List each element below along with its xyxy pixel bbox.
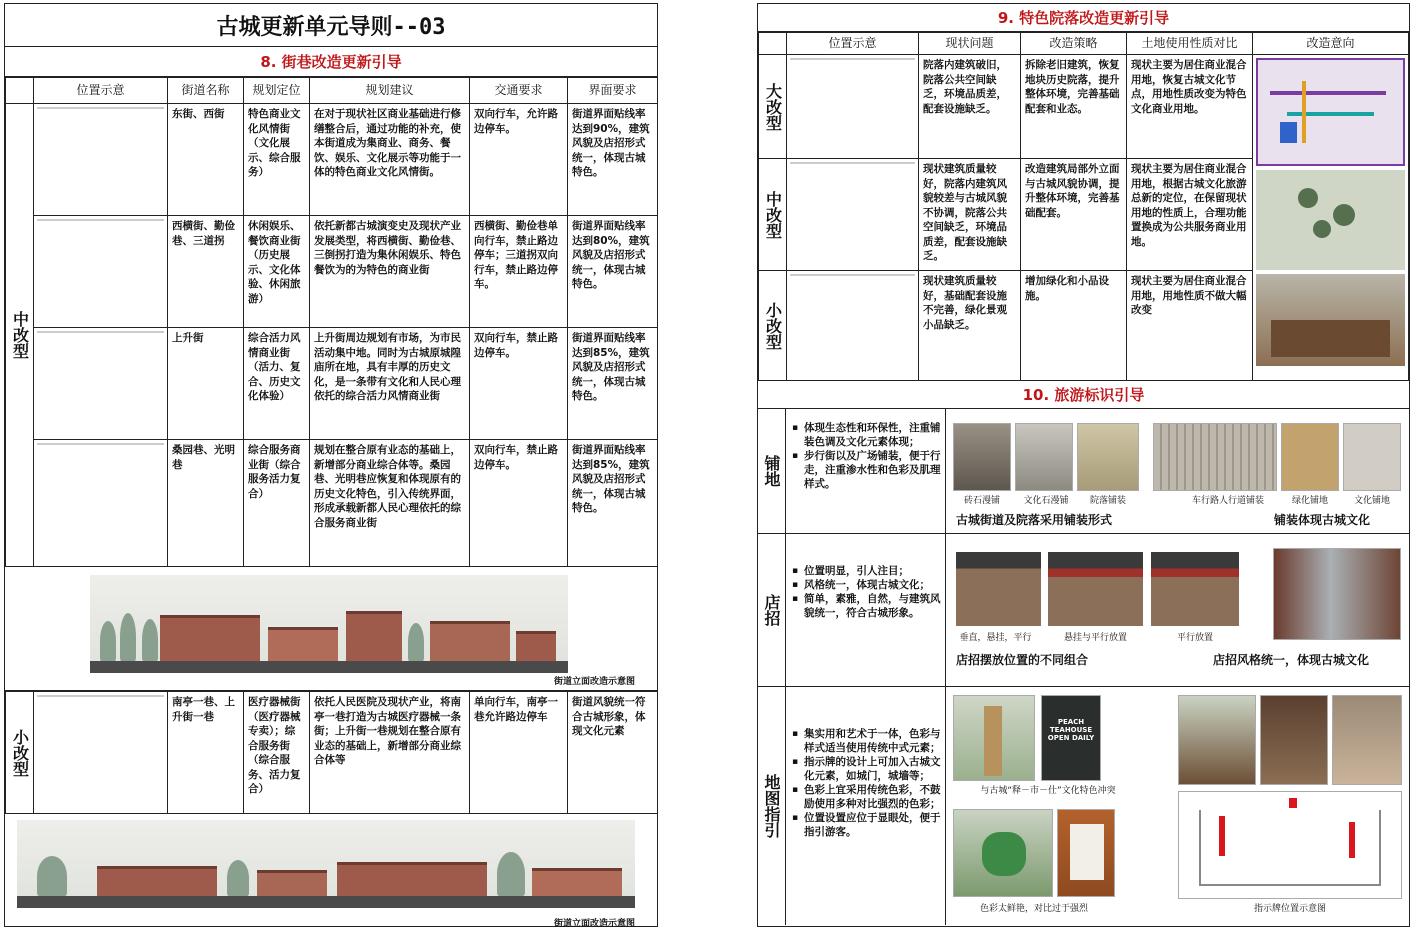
street-traffic: 单向行车，南亭一巷允许路边停车	[470, 692, 568, 814]
section-9-title: 9. 特色院落改造更新引导	[758, 4, 1409, 32]
courtyard-land-use: 现状主要为居住商业混合用地，恢复古城文化节点，用地性质改变为特色文化商业用地。	[1127, 55, 1253, 159]
bullet: ▪ 指示牌的设计上可加入古城文化元素，如城门，城墙等；	[792, 755, 941, 783]
bullet: ▪ 风格统一，体现古城文化；	[792, 578, 941, 592]
paving-image	[1281, 423, 1339, 491]
street-interface: 街道界面贴线率达到80%，建筑风貌及店招形式统一，体现古城特色。	[568, 216, 658, 328]
shop-sign-image	[956, 552, 1041, 626]
image-label: 与古城“释－市－仕”文化特色冲突	[980, 786, 1116, 796]
paving-caption: 古城街道及院落采用铺装形式	[956, 513, 1113, 527]
image-label: 文化石漫铺	[1023, 496, 1069, 506]
header-location: 位置示意	[787, 33, 919, 55]
intent-aerial-image	[1256, 170, 1405, 270]
guide-sign-photo	[1178, 695, 1256, 785]
category-small: 小改型	[6, 692, 34, 814]
street-traffic: 双向行车，允许路边停车。	[470, 104, 568, 216]
bullet: ▪ 位置明显，引人注目；	[792, 564, 941, 578]
category-mid: 中改型	[759, 159, 787, 271]
paving-image	[1077, 423, 1139, 491]
elevation-caption: 街道立面改造示意图	[553, 677, 635, 687]
paving-image	[1015, 423, 1073, 491]
category-large: 大改型	[759, 55, 787, 159]
category-mid: 中改型	[6, 104, 34, 567]
street-interface: 街道风貌统一符合古城形象，体现文化元素	[568, 692, 658, 814]
street-position: 医疗器械街（医疗器械专卖）；综合服务街（综合服务、活力复合）	[244, 692, 310, 814]
guide-sign-photo	[953, 809, 1053, 897]
corner-cell	[759, 33, 787, 55]
courtyard-problem: 院落内建筑破旧，院落公共空间缺乏，环境品质差，配套设施缺乏。	[919, 55, 1021, 159]
header-intent: 改造意向	[1253, 33, 1409, 55]
location-map	[787, 159, 919, 271]
courtyard-strategy: 拆除老旧建筑，恢复地块历史院落，提升整体环境，完善基础配套和业态。	[1021, 55, 1127, 159]
header-street-name: 街道名称	[168, 78, 244, 104]
page-title: 古城更新单元导则--03	[5, 4, 657, 47]
guide-sign-photo	[1057, 809, 1115, 897]
intent-images	[1253, 55, 1409, 381]
shop-sign-image	[1151, 552, 1239, 626]
street-interface: 街道界面贴线率达到85%，建筑风貌及店招形式统一，体现古城特色。	[568, 328, 658, 440]
paving-image	[1343, 423, 1401, 491]
street-name: 南亭一巷、上升街一巷	[168, 692, 244, 814]
street-elevation-1	[5, 567, 657, 691]
image-label: 色彩太鲜艳，对比过于强烈	[979, 904, 1088, 914]
bullet: ▪ 步行街以及广场铺装，便于行走，注重渗水性和色彩及肌理样式。	[792, 449, 941, 491]
image-label: 砖石漫铺	[963, 496, 1000, 506]
street-suggestion: 在对于现状社区商业基础进行修缮整合后，通过功能的补充，使本街道成为集商业、商务、餐饮、娱乐、文化展示等功能于一体的特色商业文化风情街。	[310, 104, 470, 216]
shop-sign-caption: 店招摆放位置的不同组合	[956, 653, 1089, 667]
category-map-guide: 地图指引	[758, 687, 786, 925]
bullet: ▪ 位置设置应位于显眼处，便于指引游客。	[792, 811, 941, 839]
sign-position-diagram	[1178, 791, 1402, 899]
street-suggestion: 依托人民医院及现状产业，将南亭一巷打造为古城医疗器械一条街；上升街一巷规划在整合原有业态的基础上，新增部分商业综合体等	[310, 692, 470, 814]
image-label: 平行放置	[1176, 633, 1213, 643]
image-label: 悬挂与平行放置	[1063, 633, 1127, 643]
header-traffic: 交通要求	[470, 78, 568, 104]
intent-plan-image	[1256, 58, 1405, 166]
street-interface: 街道界面贴线率达到90%，建筑风貌及店招形式统一，体现古城特色。	[568, 104, 658, 216]
street-position: 综合服务商业街（综合服务活力复合）	[244, 440, 310, 567]
courtyard-strategy: 改造建筑局部外立面与古城风貌协调，提升整体环境，完善基础配套。	[1021, 159, 1127, 271]
header-problem: 现状问题	[919, 33, 1021, 55]
map-guide-row	[758, 687, 1409, 925]
image-label: 绿化铺地	[1291, 496, 1328, 506]
small-street-table	[5, 691, 658, 814]
courtyard-problem: 现状建筑质量较好，院落内建筑风貌较差与古城风貌不协调，院落公共空间缺乏，环境品质差，配套设施缺乏。	[919, 159, 1021, 271]
category-paving: 铺地	[758, 409, 786, 533]
image-label: 垂直，悬挂，平行	[959, 633, 1032, 643]
shop-sign-caption: 店招风格统一，体现古城文化	[1213, 653, 1370, 667]
shop-sign-image	[1048, 552, 1143, 626]
guide-sign-photo	[953, 695, 1035, 781]
paving-row	[758, 409, 1409, 534]
header-land-use: 土地使用性质对比	[1127, 33, 1253, 55]
elevation-drawing	[90, 575, 568, 673]
courtyard-table	[758, 32, 1409, 381]
section-10-title: 10. 旅游标识引导	[758, 381, 1409, 409]
bullet: ▪ 色彩上宜采用传统色彩，不鼓励使用多种对比强烈的色彩；	[792, 783, 941, 811]
location-map	[34, 692, 168, 814]
street-name: 桑园巷、光明巷	[168, 440, 244, 567]
section-8-title: 8. 街巷改造更新引导	[5, 47, 657, 77]
street-suggestion: 规划在整合原有业态的基础上，新增部分商业综合体等。桑园巷、光明巷应恢复和体现原有的历史文化特色，引入传统界面，形成承载新都人民心理依托的综合服务商业街	[310, 440, 470, 567]
location-map	[34, 328, 168, 440]
corner-cell	[6, 78, 34, 104]
street-position: 综合活力风情商业街（活力、复合、历史文化体验）	[244, 328, 310, 440]
street-elevation-2	[5, 814, 657, 932]
intent-render-image	[1256, 274, 1405, 366]
image-label: 院落铺装	[1089, 496, 1126, 506]
shop-sign-row	[758, 534, 1409, 687]
paving-image	[1153, 423, 1277, 491]
right-page	[757, 3, 1410, 927]
street-traffic: 西横街、勤俭巷单向行车，禁止路边停车；三道拐双向行车，禁止路边停车。	[470, 216, 568, 328]
category-shop-sign: 店招	[758, 534, 786, 686]
shop-sign-text	[786, 534, 946, 686]
street-suggestion: 依托新都古城演变史及现状产业发展类型，将西横街、勤俭巷、三倒拐打造为集休闲娱乐、特色餐饮为的为特色的商业街	[310, 216, 470, 328]
street-position: 特色商业文化风情街（文化展示、综合服务）	[244, 104, 310, 216]
street-traffic: 双向行车，禁止路边停车。	[470, 440, 568, 567]
location-map	[787, 271, 919, 381]
street-table	[5, 77, 658, 567]
header-strategy: 改造策略	[1021, 33, 1127, 55]
shop-sign-photo	[1273, 548, 1401, 640]
street-name: 西横街、勤俭巷、三道拐	[168, 216, 244, 328]
category-small: 小改型	[759, 271, 787, 381]
bullet: ▪ 集实用和艺术于一体，色彩与样式适当使用传统中式元素；	[792, 727, 941, 755]
image-label: 指示牌位置示意图	[1253, 904, 1326, 914]
courtyard-problem: 现状建筑质量较好，基础配套设施不完善，绿化景观小品缺乏。	[919, 271, 1021, 381]
street-position: 休闲娱乐、餐饮商业街（历史展示、文化体验、休闲旅游）	[244, 216, 310, 328]
paving-image	[953, 423, 1011, 491]
street-name: 上升街	[168, 328, 244, 440]
header-positioning: 规划定位	[244, 78, 310, 104]
street-suggestion: 上升街周边规划有市场，为市民活动集中地。同时为古城原城隍庙所在地，具有丰厚的历史文化，是一条带有文化和人民心理依托的综合活力风情商业街	[310, 328, 470, 440]
bullet: ▪ 简单，素雅，自然，与建筑风貌统一，符合古城形象。	[792, 592, 941, 620]
paving-text	[786, 409, 946, 533]
street-name: 东街、西街	[168, 104, 244, 216]
guide-sign-photo: PEACH TEAHOUSE OPEN DAILY	[1041, 695, 1101, 781]
bullet: ▪ 体现生态性和环保性，注重铺装色调及文化元素体现；	[792, 421, 941, 449]
location-map	[34, 216, 168, 328]
header-suggestion: 规划建议	[310, 78, 470, 104]
map-guide-text	[786, 687, 946, 925]
courtyard-strategy: 增加绿化和小品设施。	[1021, 271, 1127, 381]
image-label: 文化铺地	[1353, 496, 1390, 506]
location-map	[34, 440, 168, 567]
header-interface: 界面要求	[568, 78, 658, 104]
elevation-caption: 街道立面改造示意图	[553, 919, 635, 929]
elevation-drawing	[17, 820, 635, 908]
left-page	[4, 3, 658, 927]
location-map	[787, 55, 919, 159]
guide-sign-photo	[1332, 695, 1402, 785]
courtyard-land-use: 现状主要为居住商业混合用地，用地性质不做大幅改变	[1127, 271, 1253, 381]
street-traffic: 双向行车，禁止路边停车。	[470, 328, 568, 440]
image-label: 车行路人行道铺装	[1191, 496, 1264, 506]
courtyard-land-use: 现状主要为居住商业混合用地，根据古城文化旅游总新的定位，在保留现状用地的性质上，合理功能置换成为公共服务商业用地。	[1127, 159, 1253, 271]
paving-caption: 铺装体现古城文化	[1274, 513, 1371, 527]
header-location: 位置示意	[34, 78, 168, 104]
street-interface: 街道界面贴线率达到85%，建筑风貌及店招形式统一，体现古城特色。	[568, 440, 658, 567]
guide-sign-photo	[1260, 695, 1328, 785]
location-map	[34, 104, 168, 216]
